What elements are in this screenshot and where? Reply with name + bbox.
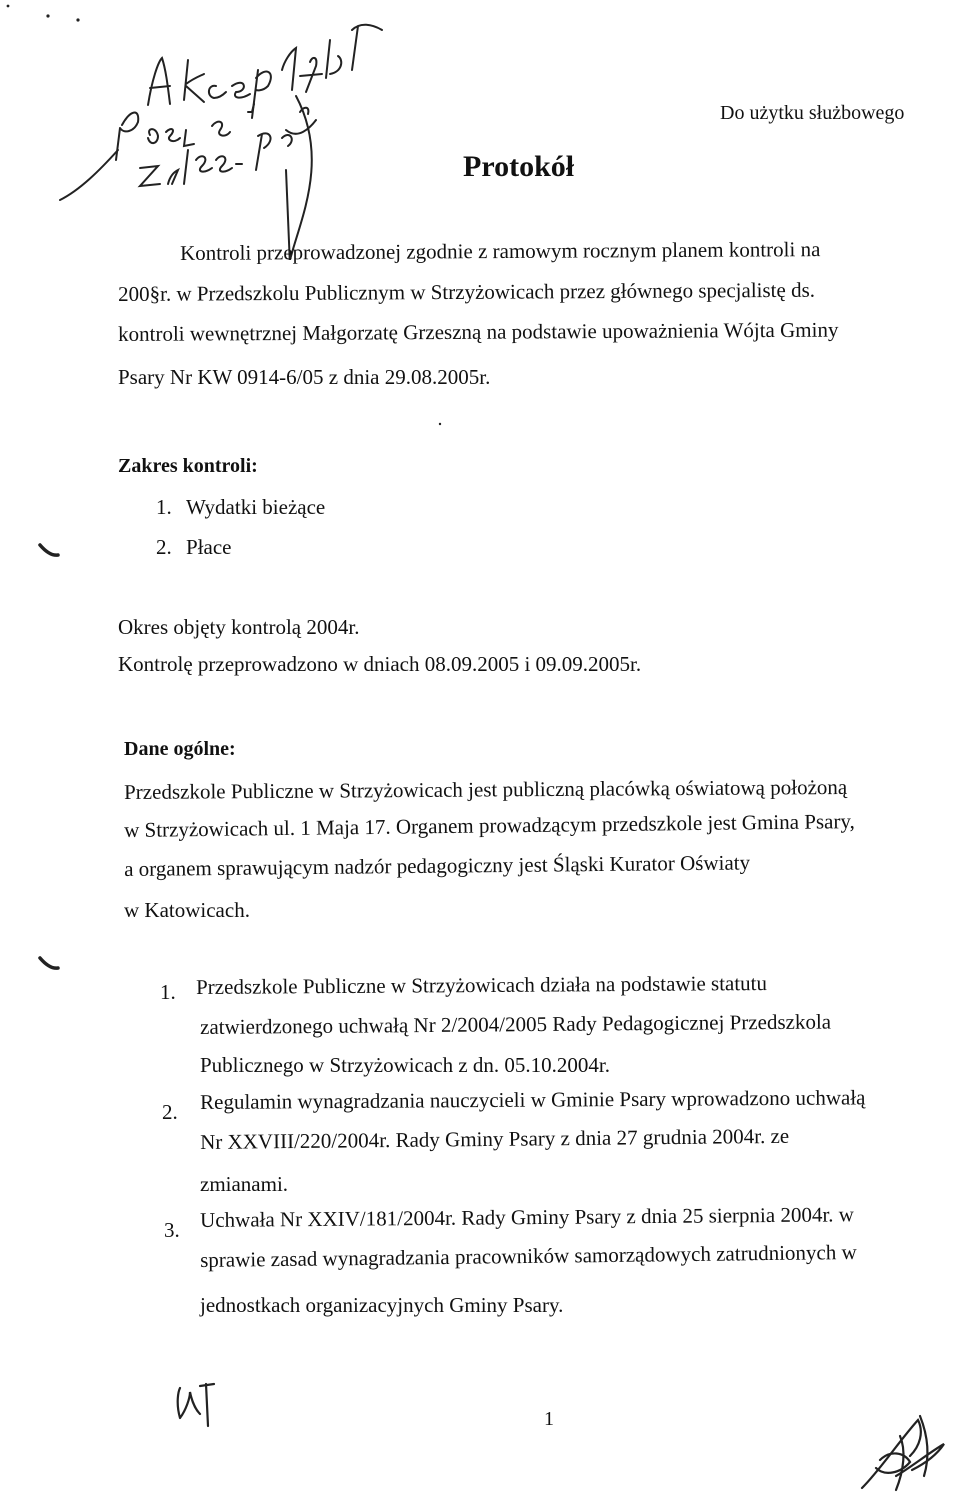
scope-item-label: Płace [186,535,232,559]
general-line: Przedszkole Publiczne w Strzyżowicach jest publiczną placówką oświatową położoną [124,774,848,804]
list-item-line: Nr XXVIII/220/2004r. Rady Gminy Psary z dnia 27 grudnia 2004r. ze [200,1123,790,1154]
general-heading: Dane ogólne: [124,738,236,760]
general-line: w Katowicach. [124,898,250,922]
classification-label: Do użytku służbowego [720,102,905,124]
scope-item-label: Wydatki bieżące [186,495,326,519]
page-title: Protokół [463,150,575,183]
intro-line: Kontroli przeprowadzonej zgodnie z ramowym rocznym planem kontroli na [180,237,821,265]
intro-line: 200§r. w Przedszkolu Publicznym w Strzyżowicach przez głównego specjalistę ds. [118,277,816,306]
list-item-number: 2. [162,1100,178,1124]
list-item-line: sprawie zasad wynagradzania pracowników samorządowych zatrudnionych w [200,1239,857,1272]
list-item-line: zatwierdzonego uchwałą Nr 2/2004/2005 Rady Pedagogicznej Przedszkola [200,1009,832,1039]
scope-heading: Zakres kontroli: [118,455,258,477]
handwritten-approval-note [0,0,960,260]
intro-line: Psary Nr KW 0914-6/05 z dnia 29.08.2005r. [118,365,491,389]
list-item-line: jednostkach organizacyjnych Gminy Psary. [200,1293,564,1317]
list-item-line: Regulamin wynagradzania nauczycieli w Gminie Psary wprowadzono uchwałą [200,1085,866,1114]
list-item-line: Uchwała Nr XXIV/181/2004r. Rady Gminy Psary z dnia 25 sierpnia 2004r. w [200,1202,854,1232]
list-item-line: Przedszkole Publiczne w Strzyżowicach działa na podstawie statutu [196,971,768,999]
scope-item-number: 2. [156,535,172,559]
list-item-line: zmianami. [200,1172,289,1196]
page-number: 1 [544,1408,554,1430]
list-item-number: 1. [160,980,176,1004]
period-line: Okres objęty kontrolą 2004r. [118,615,360,639]
intro-line: kontroli wewnętrznej Małgorzatę Grzeszną na podstawie upoważnienia Wójta Gminy [118,317,839,346]
general-line: w Strzyżowicach ul. 1 Maja 17. Organem prowadzącym przedszkole jest Gmina Psary, [124,809,855,842]
period-line: Kontrolę przeprowadzono w dniach 08.09.2005 i 09.09.2005r. [118,652,642,676]
list-item-number: 3. [164,1218,180,1242]
scope-item-number: 1. [156,495,172,519]
list-item-line: Publicznego w Strzyżowicach z dn. 05.10.2004r. [200,1053,610,1077]
general-line: a organem sprawującym nadzór pedagogiczny jest Śląski Kurator Oświaty [124,850,751,881]
